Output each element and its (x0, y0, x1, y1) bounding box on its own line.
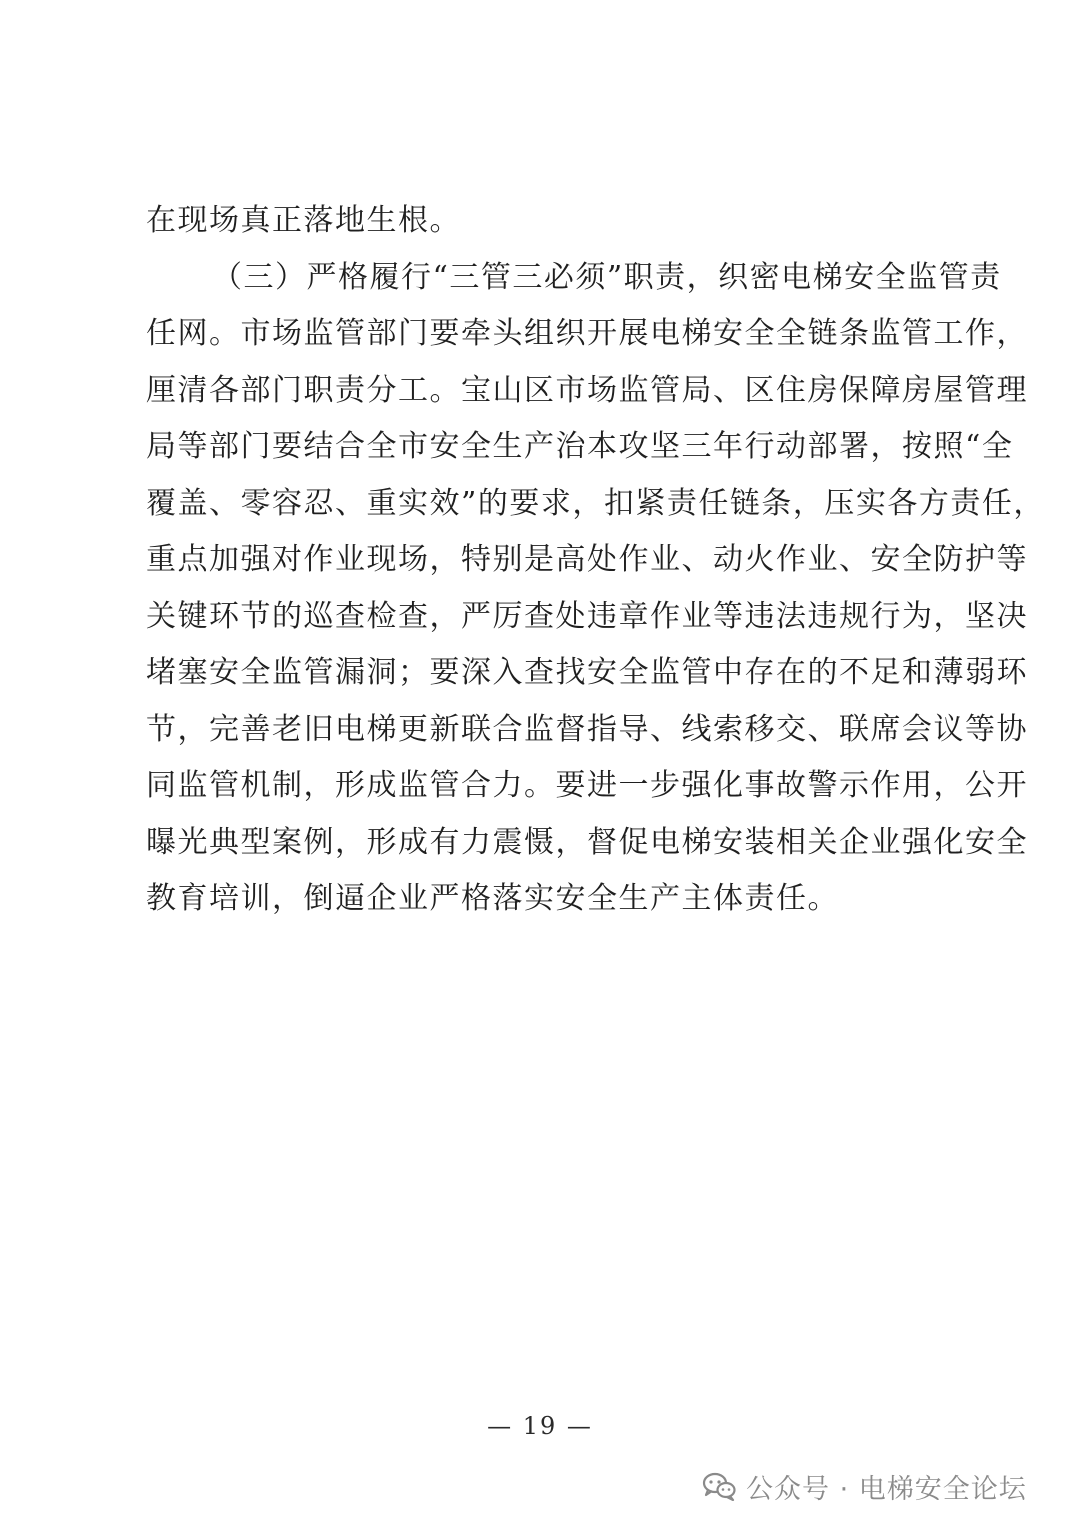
text-line: 局等部门要结合全市安全生产治本攻坚三年行动部署，按照“全 (146, 429, 1014, 464)
text-line: 任网。市场监管部门要牵头组织开展电梯安全全链条监管工作， (146, 316, 1028, 351)
document-body (146, 193, 1045, 928)
watermark (702, 1464, 1027, 1508)
text-line: （三）严格履行“三管三必须”职责，织密电梯安全监管责 (212, 259, 1002, 295)
text-line: 教育培训，倒逼企业严格落实安全生产主体责任。 (146, 881, 839, 916)
text-line: 关键环节的巡查检查，严厉查处违章作业等违法违规行为，坚决 (146, 598, 1028, 634)
text-line: 节，完善老旧电梯更新联合监督指导、线索移交、联席会议等协 (146, 711, 1028, 747)
text-line: 重点加强对作业现场，特别是高处作业、动火作业、安全防护等 (146, 542, 1028, 577)
wechat-icon (702, 1471, 736, 1501)
text-line: 厘清各部门职责分工。宝山区市场监管局、区住房保障房屋管理 (146, 372, 1028, 408)
text-line: 在现场真正落地生根。 (146, 203, 461, 238)
text-line: 曝光典型案例，形成有力震慑，督促电梯安装相关企业强化安全 (146, 824, 1028, 860)
text-line: 同监管机制，形成监管合力。要进一步强化事故警示作用，公开 (146, 768, 1028, 803)
page-number: — 19 — (487, 1412, 593, 1440)
text-line: 覆盖、零容忍、重实效”的要求，扣紧责任链条，压实各方责任， (146, 485, 1045, 521)
watermark-text: 公众号 · 电梯安全论坛 (746, 1473, 1027, 1505)
text-line: 堵塞安全监管漏洞；要深入查找安全监管中存在的不足和薄弱环 (146, 655, 1028, 690)
